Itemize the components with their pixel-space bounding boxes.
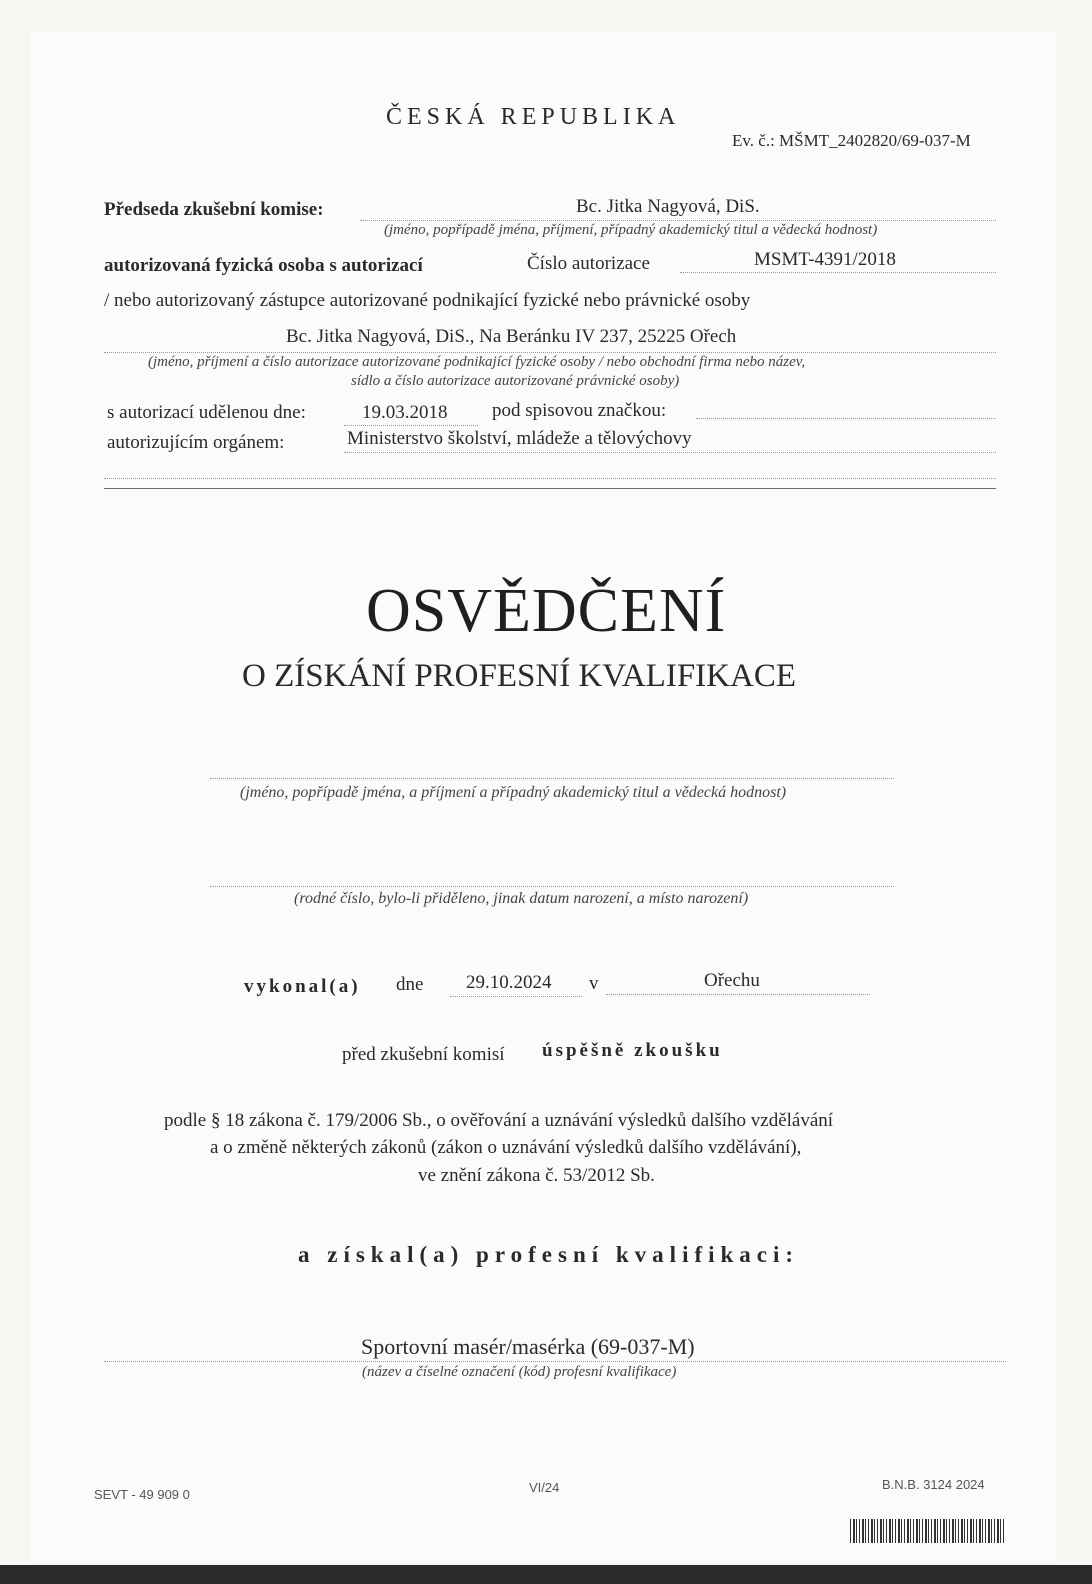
authority-value: Ministerstvo školství, mládeže a tělovýchovy bbox=[347, 428, 692, 449]
exam-date: 29.10.2024 bbox=[466, 972, 552, 993]
representative-hint-2: sídlo a číslo autorizace autorizované právnické osoby) bbox=[351, 373, 680, 389]
place-label: v bbox=[589, 973, 599, 994]
law-line-1: podle § 18 zákona č. 179/2006 Sb., o ověřování a uznávání výsledků dalšího vzdělávání bbox=[164, 1110, 834, 1131]
chair-hint: (jméno, popřípadě jména, příjmení, případný akademický titul a vědecká hodnost) bbox=[384, 222, 878, 238]
exam-date-rule bbox=[450, 996, 582, 997]
certificate-subtitle: O ZÍSKÁNÍ PROFESNÍ KVALIFIKACE bbox=[242, 658, 797, 694]
exam-place-rule bbox=[606, 994, 870, 995]
qualification-name: Sportovní masér/masérka (69-037-M) bbox=[361, 1334, 695, 1359]
law-line-2: a o změně některých zákonů (zákon o uznávání výsledků dalšího vzdělávání), bbox=[210, 1137, 802, 1158]
representative-rule bbox=[104, 352, 996, 353]
success-text: úspěšně zkoušku bbox=[542, 1040, 723, 1061]
evidence-number: Ev. č.: MŠMT_2402820/69-037-M bbox=[732, 131, 971, 150]
blank-rule bbox=[104, 478, 996, 479]
barcode bbox=[850, 1519, 1006, 1543]
date-label: dne bbox=[396, 974, 424, 995]
representative-hint-1: (jméno, příjmení a číslo autorizace autorizované podnikající fyzické osoby / nebo obchodní firma nebo název, bbox=[148, 354, 806, 370]
chair-label: Předseda zkušební komise: bbox=[104, 199, 324, 220]
representative-label: / nebo autorizovaný zástupce autorizované podnikající fyzické nebo právnické osoby bbox=[104, 290, 751, 311]
country-heading: ČESKÁ REPUBLIKA bbox=[386, 104, 681, 130]
performed-label: vykonal(a) bbox=[244, 976, 361, 997]
authorization-rule bbox=[680, 272, 996, 273]
birth-hint: (rodné číslo, bylo-li přiděleno, jinak datum narození, a místo narození) bbox=[294, 890, 749, 907]
authorization-number: MSMT-4391/2018 bbox=[754, 249, 896, 270]
sevt-code: SEVT - 49 909 0 bbox=[94, 1487, 190, 1502]
chair-rule bbox=[360, 220, 996, 221]
exam-place: Ořechu bbox=[704, 970, 760, 991]
file-mark-label: pod spisovou značkou: bbox=[492, 400, 667, 421]
certificate-title: OSVĚDČENÍ bbox=[366, 577, 727, 645]
qualification-hint: (název a číselné označení (kód) profesní kvalifikace) bbox=[362, 1364, 677, 1380]
holder-name-rule bbox=[210, 778, 894, 779]
authority-rule bbox=[344, 452, 996, 453]
file-mark-rule bbox=[696, 418, 996, 419]
chair-name: Bc. Jitka Nagyová, DiS. bbox=[576, 196, 760, 217]
granted-label: s autorizací udělenou dne: bbox=[107, 402, 306, 423]
committee-text: před zkušební komisí bbox=[342, 1044, 505, 1065]
granted-date: 19.03.2018 bbox=[362, 402, 448, 423]
qualification-rule bbox=[104, 1361, 1006, 1362]
printer-mark: B.N.B. 3124 2024 bbox=[882, 1477, 985, 1492]
representative-value: Bc. Jitka Nagyová, DiS., Na Beránku IV 237, 25225 Ořech bbox=[286, 326, 737, 347]
holder-hint: (jméno, popřípadě jména, a příjmení a případný akademický titul a vědecká hodnost) bbox=[240, 784, 787, 801]
header-separator bbox=[104, 488, 996, 489]
version-mark: VI/24 bbox=[529, 1480, 560, 1495]
authorized-person-label: autorizovaná fyzická osoba s autorizací bbox=[104, 255, 423, 276]
granted-date-rule bbox=[344, 425, 478, 426]
obtained-text: a získal(a) profesní kvalifikaci: bbox=[298, 1242, 800, 1267]
law-line-3: ve znění zákona č. 53/2012 Sb. bbox=[418, 1165, 655, 1186]
authority-label: autorizujícím orgánem: bbox=[107, 432, 285, 453]
bottom-edge bbox=[0, 1565, 1092, 1584]
birth-rule bbox=[210, 886, 894, 887]
authorization-number-label: Číslo autorizace bbox=[527, 253, 650, 274]
